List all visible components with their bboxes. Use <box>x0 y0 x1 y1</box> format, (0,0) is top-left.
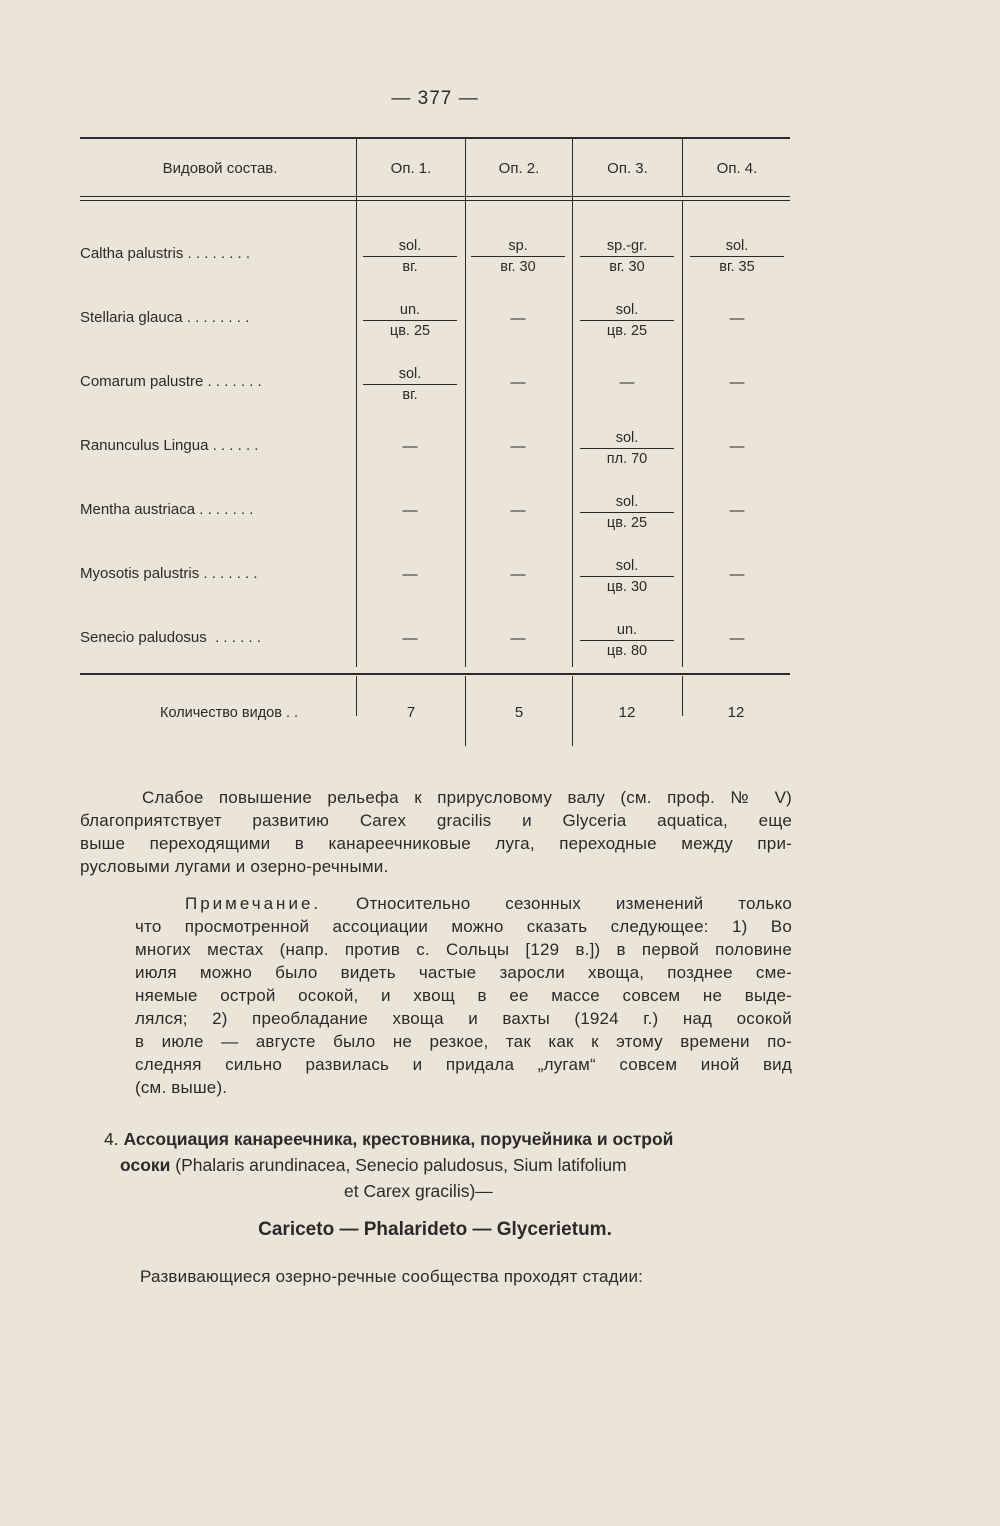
section-title-latin-end: et Carex gracilis)— <box>344 1181 493 1201</box>
totals-divider-2 <box>465 676 466 746</box>
totals-divider-4 <box>682 676 683 716</box>
note-line: многих местах (напр. против с. Сольцы [129 в.]) в первой половине <box>135 940 792 959</box>
abundance-cell <box>367 236 453 277</box>
section-heading-line-3 <box>104 1178 794 1204</box>
empty-cell-dash: — <box>402 502 418 519</box>
abundance-value: sol. <box>398 366 422 382</box>
empty-cell-dash: — <box>402 630 418 647</box>
empty-cell-dash: — <box>510 502 526 519</box>
abundance-value: sp. <box>508 238 528 254</box>
phenology-value: цв. 25 <box>606 323 648 339</box>
abundance-value: sol. <box>398 238 422 254</box>
header-rule-1 <box>80 196 790 197</box>
abundance-value: sol. <box>615 430 639 446</box>
abundance-value: sol. <box>615 494 639 510</box>
phenology-value: вг. <box>402 387 418 403</box>
note-line: (см. выше). <box>135 1078 228 1097</box>
species-name: Comarum palustre . . . . . . . <box>80 373 262 390</box>
empty-cell-dash: — <box>510 438 526 455</box>
header-rule-2 <box>80 200 790 201</box>
page-number: — 377 — <box>391 88 479 109</box>
species-name: Caltha palustris . . . . . . . . <box>80 245 251 262</box>
empty-cell-dash: — <box>729 374 745 391</box>
col-divider-1 <box>356 137 357 667</box>
species-name: Senecio paludosus . . . . . . <box>80 629 261 646</box>
header-species: Видовой состав. <box>162 160 278 177</box>
section-title-part-1: Ассоциация канареечника, крестовника, поручейника и острой <box>123 1129 674 1149</box>
association-latin-title: Cariceto — Phalarideto — Glycerietum. <box>258 1219 612 1240</box>
note-line: в июле — августе было не резкое, так как к этому времени по- <box>135 1032 792 1051</box>
phenology-value: цв. 80 <box>606 643 648 659</box>
abundance-cell <box>475 236 561 277</box>
abundance-value: un. <box>616 622 638 638</box>
note-label: Примечание. <box>185 894 322 913</box>
empty-cell-dash: — <box>729 310 745 327</box>
paragraph-line: выше переходящими в канареечниковые луга, переходные между при- <box>80 834 792 853</box>
header-plot-4: Оп. 4. <box>716 160 758 177</box>
empty-cell-dash: — <box>729 438 745 455</box>
abundance-cell <box>584 620 670 661</box>
empty-cell-dash: — <box>402 566 418 583</box>
phenology-value: вг. 30 <box>500 259 536 275</box>
total-plot-1: 7 <box>406 704 416 721</box>
col-divider-3 <box>572 137 573 667</box>
species-name: Ranunculus Lingua . . . . . . <box>80 437 259 454</box>
phenology-value: цв. 25 <box>389 323 431 339</box>
empty-cell-dash: — <box>729 566 745 583</box>
table-top-rule <box>80 137 790 139</box>
abundance-cell <box>584 492 670 533</box>
note-line: лялся; 2) преобладание хвоща и вахты (1924 г.) над осокой <box>135 1009 792 1028</box>
final-line <box>140 1265 800 1288</box>
total-plot-4: 12 <box>727 704 745 721</box>
total-label: Количество видов . . <box>160 705 299 721</box>
col-divider-4 <box>682 137 683 197</box>
section-heading-line-1 <box>104 1126 794 1152</box>
empty-cell-dash: — <box>510 566 526 583</box>
abundance-value: sp.-gr. <box>606 238 648 254</box>
phenology-value: вг. <box>402 259 418 275</box>
note-line: следняя сильно развилась и придала „лугам“ совсем иной вид <box>135 1055 792 1074</box>
note-first-line <box>135 892 792 915</box>
note-first-line-text: Относительно сезонных изменений только <box>321 894 792 913</box>
abundance-value: sol. <box>615 558 639 574</box>
abundance-cell <box>584 300 670 341</box>
section-heading <box>104 1126 794 1204</box>
section-number: 4. <box>104 1129 119 1149</box>
paragraph-line: благоприятствует развитию Carex gracilis и Glyceria aquatica, еще <box>80 811 792 830</box>
empty-cell-dash: — <box>619 374 635 391</box>
abundance-cell <box>584 236 670 277</box>
totals-divider-1 <box>356 676 357 716</box>
empty-cell-dash: — <box>510 310 526 327</box>
note-line: июля можно было видеть частые заросли хвоща, позднее сме- <box>135 963 792 982</box>
header-plot-3: Оп. 3. <box>607 160 648 177</box>
phenology-value: цв. 25 <box>606 515 648 531</box>
abundance-cell <box>367 364 453 405</box>
paragraph-relief <box>80 786 792 878</box>
phenology-value: вг. 30 <box>609 259 645 275</box>
abundance-value: sol. <box>725 238 749 254</box>
species-name: Myosotis palustris . . . . . . . <box>80 565 258 582</box>
total-plot-2: 5 <box>514 704 524 721</box>
phenology-value: пл. 70 <box>606 451 648 467</box>
paragraph-line: русловыми лугами и озерно-речными. <box>80 857 389 876</box>
paragraph-line: Слабое повышение рельефа к прирусловому валу (см. проф. № V) <box>142 788 792 807</box>
section-title-latin: (Phalaris arundinacea, Senecio paludosus, Sium latifolium <box>170 1155 627 1175</box>
col-divider-4b <box>682 201 683 667</box>
empty-cell-dash: — <box>510 630 526 647</box>
empty-cell-dash: — <box>402 438 418 455</box>
abundance-value: un. <box>399 302 421 318</box>
section-title-part-2: осоки <box>120 1155 171 1175</box>
final-line-text: Развивающиеся озерно-речные сообщества проходят стадии: <box>140 1267 644 1286</box>
species-name: Mentha austriaca . . . . . . . <box>80 501 254 518</box>
abundance-value: sol. <box>615 302 639 318</box>
totals-rule <box>80 673 790 675</box>
species-name: Stellaria glauca . . . . . . . . <box>80 309 250 326</box>
empty-cell-dash: — <box>729 502 745 519</box>
col-divider-2 <box>465 137 466 667</box>
header-plot-1: Оп. 1. <box>390 160 432 177</box>
note-line: что просмотренной ассоциации можно сказать следующее: 1) Во <box>135 917 792 936</box>
total-plot-3: 12 <box>618 704 636 721</box>
abundance-cell <box>694 236 780 277</box>
phenology-value: вг. 35 <box>719 259 755 275</box>
header-plot-2: Оп. 2. <box>498 160 540 177</box>
note-line: няемые острой осокой, и хвощ в ее массе совсем не выде- <box>135 986 792 1005</box>
abundance-cell <box>584 428 670 469</box>
section-heading-line-2 <box>104 1152 794 1178</box>
note-block <box>135 892 792 1099</box>
totals-divider-3 <box>572 676 573 746</box>
empty-cell-dash: — <box>510 374 526 391</box>
abundance-cell <box>584 556 670 597</box>
empty-cell-dash: — <box>729 630 745 647</box>
abundance-cell <box>367 300 453 341</box>
phenology-value: цв. 30 <box>606 579 648 595</box>
